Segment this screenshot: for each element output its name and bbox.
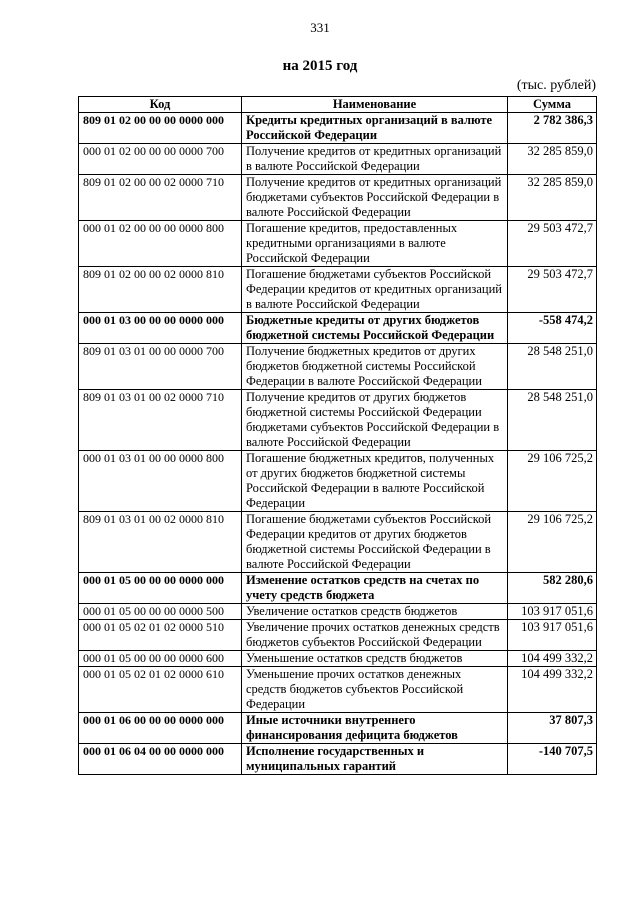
table-row [79, 744, 597, 775]
row-code: 809 01 02 00 00 00 0000 000 [79, 113, 242, 144]
row-name: Погашение бюджетами субъектов Российской Федерации кредитов от других бюджетов бюджетной системы Российской Федерации в валюте Российской Федерации [242, 512, 508, 573]
table-row [79, 512, 597, 573]
row-name: Получение кредитов от кредитных организаций в валюте Российской Федерации [242, 144, 508, 175]
header-code: Код [79, 97, 242, 113]
row-name: Получение кредитов от кредитных организаций бюджетами субъектов Российской Федерации в валюте Российской Федерации [242, 175, 508, 221]
row-sum: -558 474,2 [508, 313, 597, 344]
row-code: 000 01 02 00 00 00 0000 800 [79, 221, 242, 267]
table-row [79, 573, 597, 604]
row-sum: 29 106 725,2 [508, 512, 597, 573]
row-sum: 32 285 859,0 [508, 175, 597, 221]
row-name: Погашение кредитов, предоставленных кредитными организациями в валюте Российской Федерации [242, 221, 508, 267]
table-row [79, 620, 597, 651]
table-row [79, 651, 597, 667]
row-code: 000 01 05 00 00 00 0000 000 [79, 573, 242, 604]
row-name: Бюджетные кредиты от других бюджетов бюджетной системы Российской Федерации [242, 313, 508, 344]
row-code: 809 01 03 01 00 02 0000 710 [79, 390, 242, 451]
row-sum: 2 782 386,3 [508, 113, 597, 144]
row-sum: 29 106 725,2 [508, 451, 597, 512]
page-number: 331 [310, 20, 330, 35]
row-sum: 104 499 332,2 [508, 651, 597, 667]
row-code: 000 01 06 04 00 00 0000 000 [79, 744, 242, 775]
table-row [79, 713, 597, 744]
row-sum: 103 917 051,6 [508, 620, 597, 651]
row-code: 809 01 02 00 00 02 0000 710 [79, 175, 242, 221]
header-name: Наименование [242, 97, 508, 113]
row-code: 000 01 06 00 00 00 0000 000 [79, 713, 242, 744]
table-row [79, 175, 597, 221]
row-sum: 32 285 859,0 [508, 144, 597, 175]
row-sum: 582 280,6 [508, 573, 597, 604]
row-sum: 28 548 251,0 [508, 344, 597, 390]
row-code: 000 01 05 00 00 00 0000 500 [79, 604, 242, 620]
table-row [79, 313, 597, 344]
table-body [79, 113, 597, 775]
table-row [79, 604, 597, 620]
table-row [79, 344, 597, 390]
table-row [79, 267, 597, 313]
table-row [79, 667, 597, 713]
row-sum: 29 503 472,7 [508, 221, 597, 267]
row-code: 809 01 03 01 00 02 0000 810 [79, 512, 242, 573]
row-name: Исполнение государственных и муниципальных гарантий [242, 744, 508, 775]
row-name: Погашение бюджетных кредитов, полученных от других бюджетов бюджетной системы Российской Федерации в валюте Российской Федерации [242, 451, 508, 512]
row-name: Получение бюджетных кредитов от других бюджетов бюджетной системы Российской Федерации в валюте Российской Федерации [242, 344, 508, 390]
row-sum: 103 917 051,6 [508, 604, 597, 620]
document-title: на 2015 год [282, 58, 358, 74]
header-sum: Сумма [508, 97, 597, 113]
row-code: 000 01 05 00 00 00 0000 600 [79, 651, 242, 667]
table-row [79, 451, 597, 512]
row-code: 000 01 05 02 01 02 0000 610 [79, 667, 242, 713]
row-name: Погашение бюджетами субъектов Российской Федерации кредитов от кредитных организаций в валюте Российской Федерации [242, 267, 508, 313]
row-code: 000 01 03 00 00 00 0000 000 [79, 313, 242, 344]
row-sum: 37 807,3 [508, 713, 597, 744]
row-name: Уменьшение остатков средств бюджетов [242, 651, 508, 667]
budget-sources-table [78, 96, 597, 775]
row-name: Увеличение прочих остатков денежных средств бюджетов субъектов Российской Федерации [242, 620, 508, 651]
row-code: 000 01 02 00 00 00 0000 700 [79, 144, 242, 175]
row-code: 000 01 03 01 00 00 0000 800 [79, 451, 242, 512]
table-row [79, 113, 597, 144]
table-row [79, 390, 597, 451]
row-name: Иные источники внутреннего финансирования дефицита бюджетов [242, 713, 508, 744]
row-name: Увеличение остатков средств бюджетов [242, 604, 508, 620]
row-code: 809 01 03 01 00 00 0000 700 [79, 344, 242, 390]
row-sum: 104 499 332,2 [508, 667, 597, 713]
row-sum: -140 707,5 [508, 744, 597, 775]
row-name: Получение кредитов от других бюджетов бюджетной системы Российской Федерации бюджетами субъектов Российской Федерации в валюте Российской Федерации [242, 390, 508, 451]
units-label: (тыс. рублей) [516, 78, 596, 93]
row-name: Уменьшение прочих остатков денежных средств бюджетов субъектов Российской Федерации [242, 667, 508, 713]
row-sum: 28 548 251,0 [508, 390, 597, 451]
table-row [79, 144, 597, 175]
row-code: 000 01 05 02 01 02 0000 510 [79, 620, 242, 651]
row-name: Изменение остатков средств на счетах по учету средств бюджета [242, 573, 508, 604]
row-sum: 29 503 472,7 [508, 267, 597, 313]
row-name: Кредиты кредитных организаций в валюте Российской Федерации [242, 113, 508, 144]
table-row [79, 221, 597, 267]
table-header-row [79, 97, 597, 113]
row-code: 809 01 02 00 00 02 0000 810 [79, 267, 242, 313]
